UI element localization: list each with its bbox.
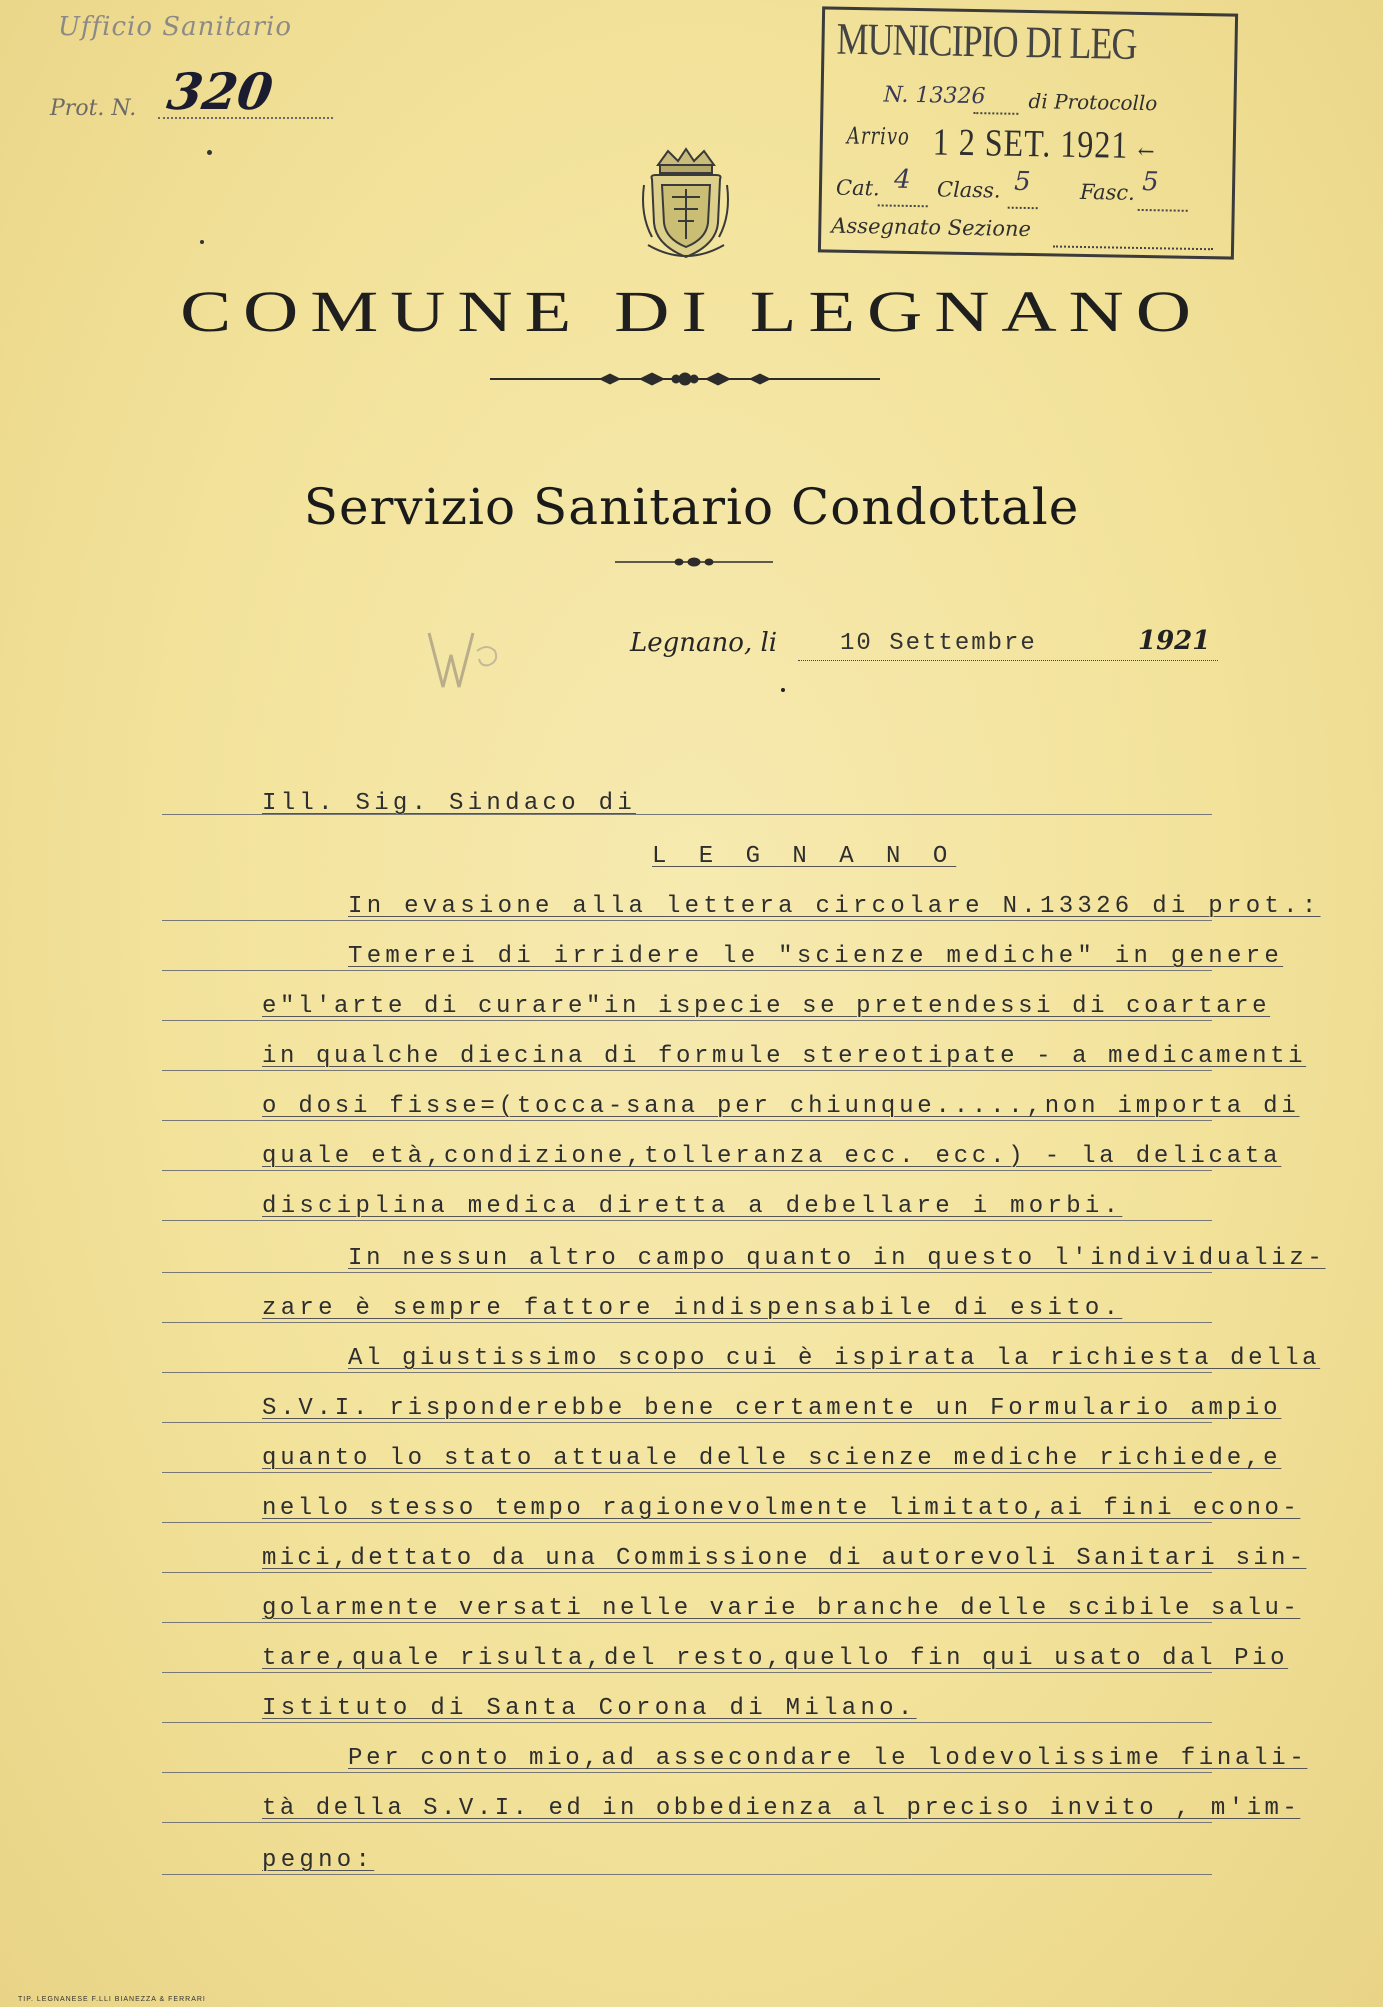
protocol-number: 320 (163, 62, 277, 121)
date-year: 1921 (1138, 626, 1211, 656)
letter-line: golarmente versati nelle varie branche delle scibile salu- (262, 1595, 1301, 1622)
stamp-cat-value: 4 (893, 164, 911, 195)
date-place: Legnano, li (630, 628, 778, 658)
letter-line: o dosi fisse=(tocca-sana per chiunque.....,non importa di (262, 1093, 1300, 1120)
letter-line: nello stesso tempo ragionevolmente limitato,ai fini econo- (262, 1495, 1301, 1522)
letter-line: In nessun altro campo quanto in questo l'individualiz- (348, 1245, 1326, 1272)
stamp-class-label: Class. (936, 177, 1001, 203)
stamp-protocol-suffix: di Protocollo (1028, 89, 1158, 116)
service-title: Servizio Sanitario Condottale (303, 478, 1080, 536)
stamp-arrival-date: 1 2 SET. 1921 (932, 119, 1129, 167)
letter-line: tà della S.V.I. ed in obbedienza al preciso invito , m'im- (262, 1795, 1301, 1822)
letter-line: Ill. Sig. Sindaco di (262, 790, 637, 817)
letter-line: In evasione alla lettera circolare N.13326 di prot.: (348, 893, 1321, 920)
printer-imprint: TIP. LEGNANESE F.LLI BIANEZZA & FERRARI (18, 1996, 206, 2003)
letter-line: pegno: (262, 1847, 375, 1874)
stamp-cat-label: Cat. (835, 175, 880, 201)
letter-line: Per conto mio,ad assecondare le lodevolissime finali- (348, 1745, 1308, 1772)
arrow-icon: ← (1137, 138, 1155, 164)
letter-line: Temerei di irridere le "scienze mediche" in genere (348, 943, 1284, 970)
letter-line: Al giustissimo scopo cui è ispirata la richiesta della (348, 1345, 1321, 1372)
stamp-protocol-number: N. 13326 (883, 82, 986, 110)
letter-line: in qualche diecina di formule stereotipate - a medicamenti (262, 1043, 1307, 1070)
letter-line: Istituto di Santa Corona di Milano. (262, 1695, 917, 1722)
date-day-month: 10 Settembre (840, 630, 1037, 657)
stamp-class-value: 5 (1013, 166, 1031, 198)
protocol-label: Prot. N. (50, 96, 137, 121)
municipality-title: COMUNE DI LEGNANO (180, 279, 1203, 344)
stamp-fasc-value: 5 (1141, 167, 1159, 198)
stamp-fasc-label: Fasc. (1079, 179, 1136, 205)
letter-line: quale età,condizione,tolleranza ecc. ecc.) - la delicata (262, 1143, 1282, 1170)
stamp-title: MUNICIPIO DI LEG (836, 13, 1137, 69)
letter-line: S.V.I. risponderebbe bene certamente un Formulario ampio (262, 1395, 1282, 1422)
letter-line: disciplina medica diretta a debellare i morbi. (262, 1193, 1123, 1220)
stamp-arrival-label: Arrivo (846, 122, 911, 152)
letter-line: quanto lo stato attuale delle scienze mediche richiede,e (262, 1445, 1282, 1472)
letter-line: zare è sempre fattore indispensabile di esito. (262, 1295, 1123, 1322)
letter-line: L E G N A N O (652, 843, 957, 870)
stamp-assigned-label: Assegnato Sezione (831, 213, 1032, 242)
letter-line: mici,dettato da una Commissione di autorevoli Sanitari sin- (262, 1545, 1307, 1572)
office-label: Ufficio Sanitario (58, 12, 292, 42)
letter-line: e"l'arte di curare"in ispecie se pretendessi di coartare (262, 993, 1271, 1020)
letter-line: tare,quale risulta,del resto,quello fin qui usato dal Pio (262, 1645, 1289, 1672)
